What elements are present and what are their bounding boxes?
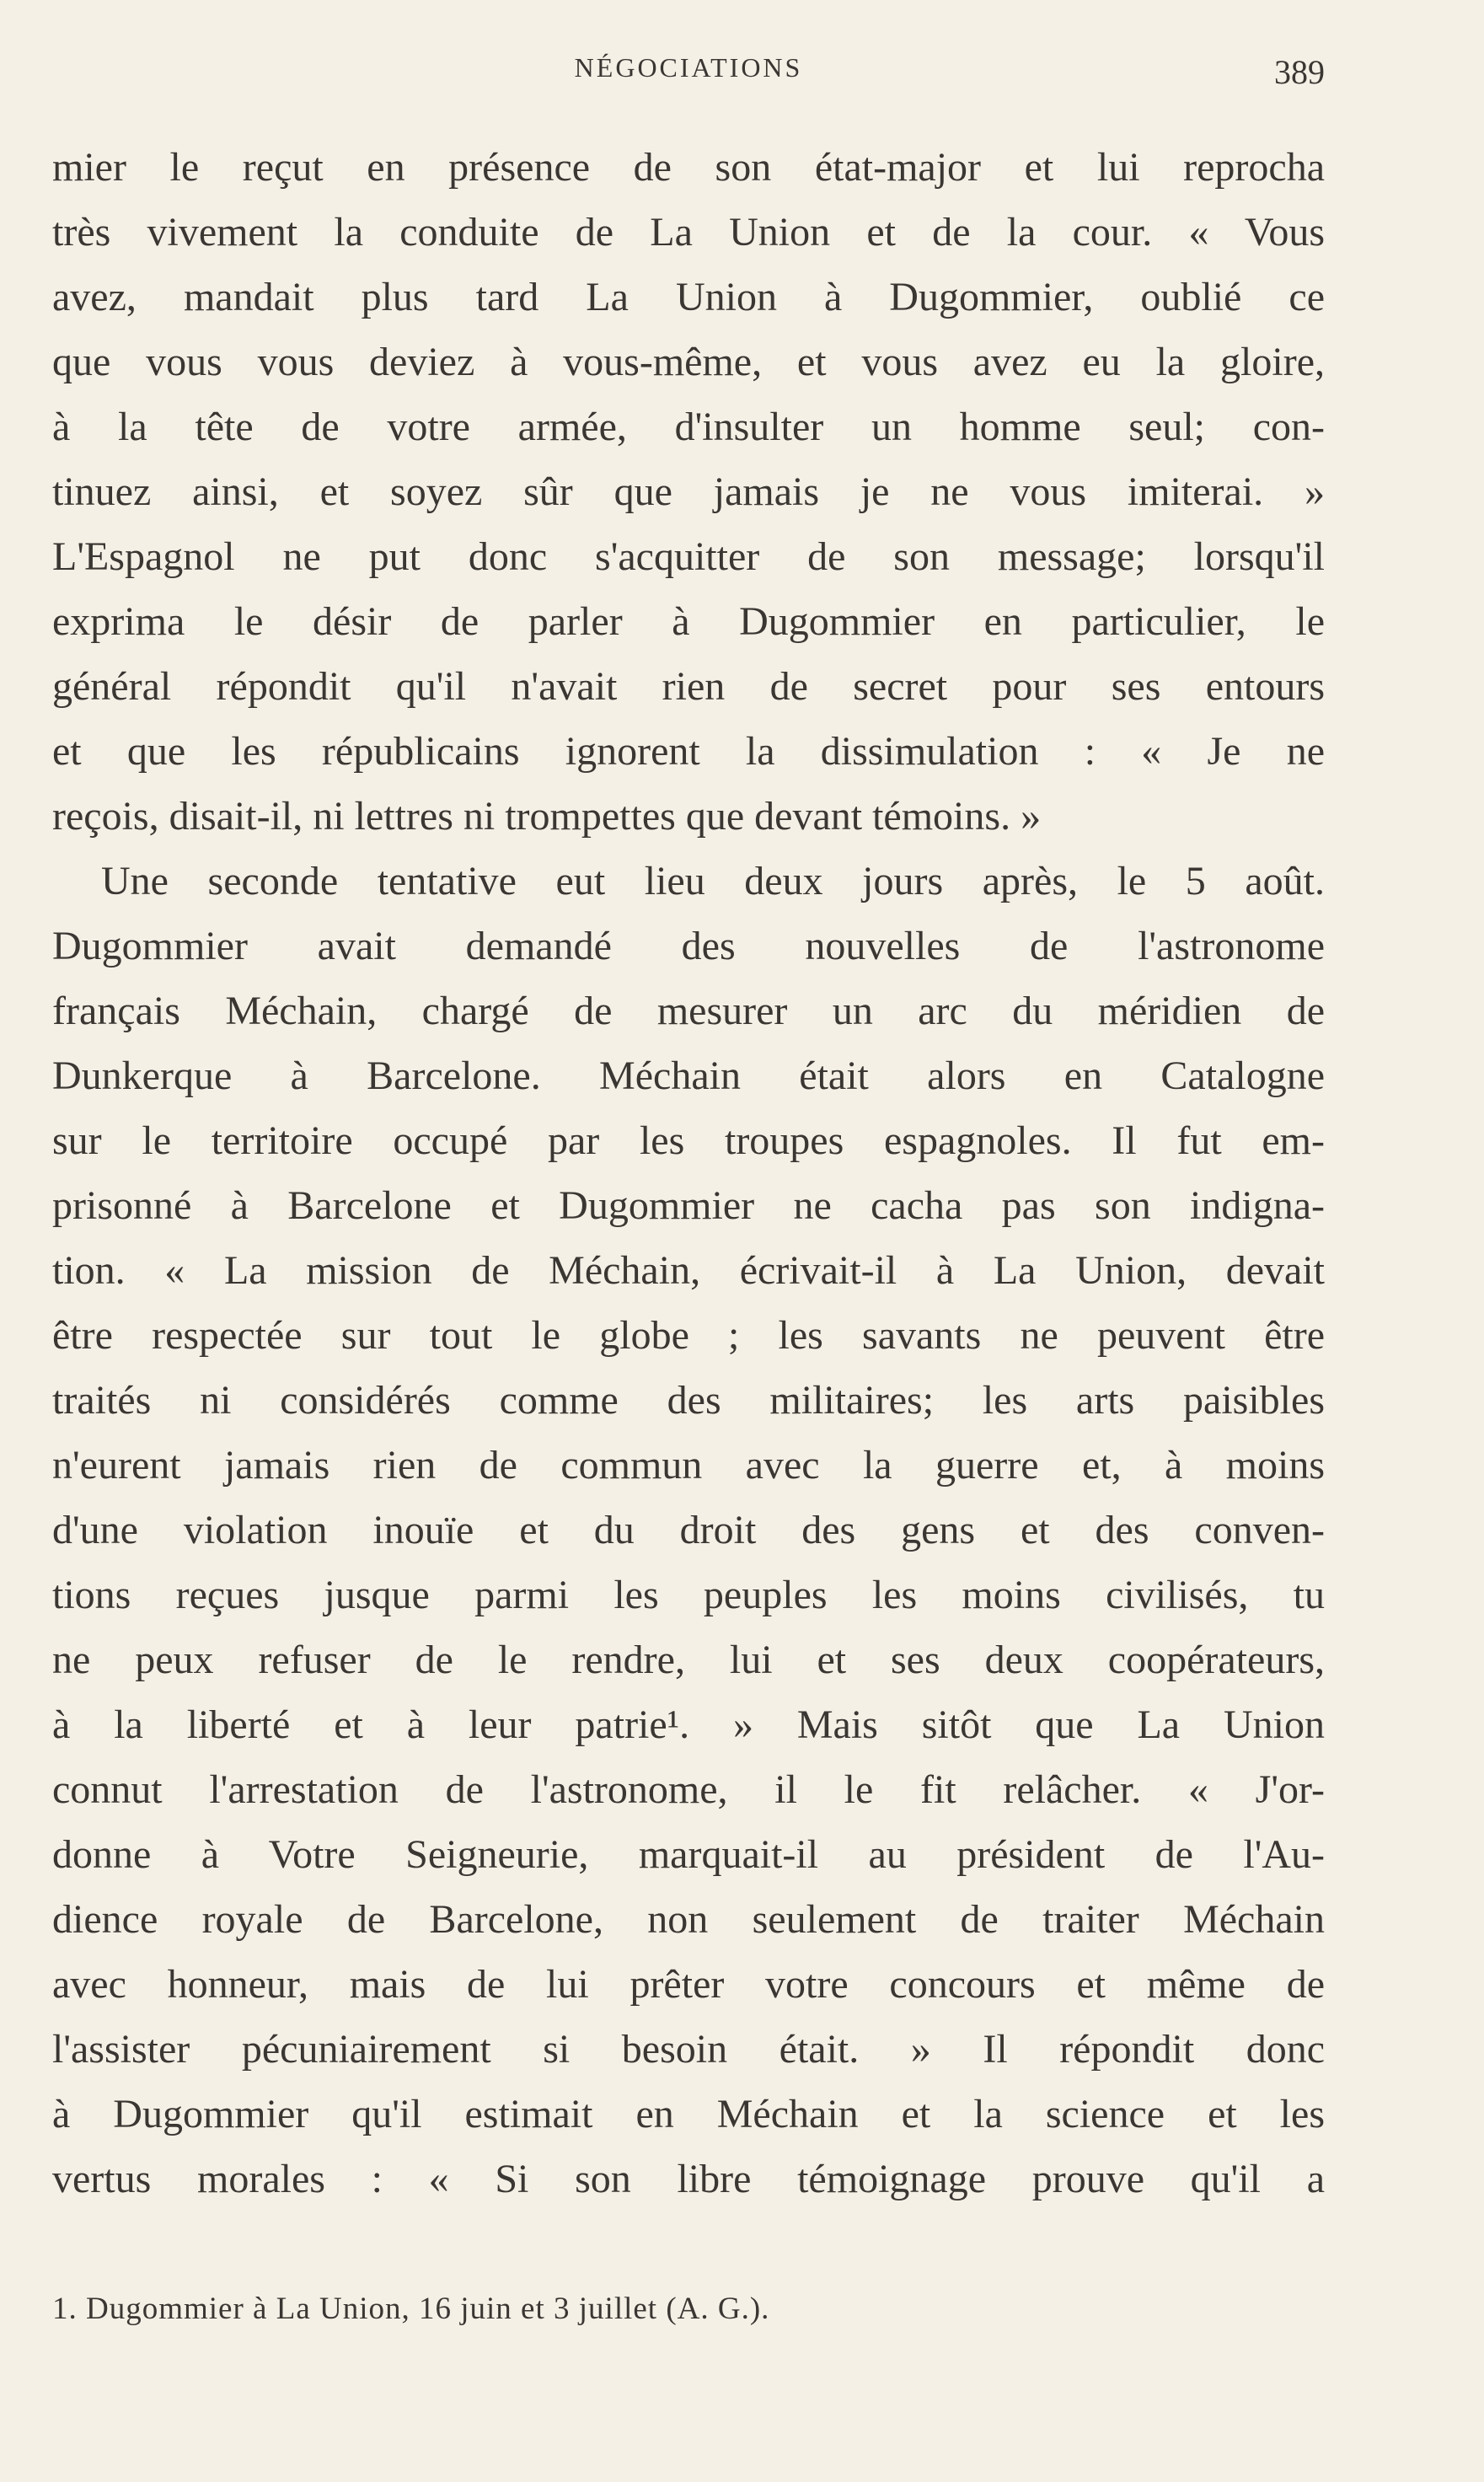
text-line: vertus morales : « Si son libre témoignage prouve qu'il a [52, 2157, 1325, 2201]
body-text [52, 135, 1325, 2211]
text-line: à Dugommier qu'il estimait en Méchain et la science et les [52, 2092, 1325, 2136]
text-line: l'assister pécuniairement si besoin était. » Il répondit donc [52, 2027, 1325, 2072]
text-line: connut l'arrestation de l'astronome, il le fit relâcher. « J'or- [52, 1767, 1325, 1812]
text-line: ne peux refuser de le rendre, lui et ses deux coopérateurs, [52, 1638, 1325, 1682]
text-line: donne à Votre Seigneurie, marquait-il au président de l'Au- [52, 1832, 1325, 1877]
page-number: 389 [1274, 53, 1325, 91]
text-line: tions reçues jusque parmi les peuples les moins civilisés, tu [52, 1573, 1325, 1617]
text-line: Une seconde tentative eut lieu deux jours après, le 5 août. [101, 859, 1325, 903]
text-line: tion. « La mission de Méchain, écrivait-il à La Union, devait [52, 1248, 1325, 1293]
text-line: dience royale de Barcelone, non seulement de traiter Méchain [52, 1897, 1325, 1942]
text-line: traités ni considérés comme des militaires; les arts paisibles [52, 1378, 1325, 1423]
text-line: d'une violation inouïe et du droit des gens et des conven- [52, 1508, 1325, 1552]
text-line: Dunkerque à Barcelone. Méchain était alors en Catalogne [52, 1053, 1325, 1098]
text-line: n'eurent jamais rien de commun avec la guerre et, à moins [52, 1443, 1325, 1488]
text-line: et que les républicains ignorent la dissimulation : « Je ne [52, 729, 1325, 774]
text-line: français Méchain, chargé de mesurer un arc du méridien de [52, 989, 1325, 1033]
text-line: reçois, disait-il, ni lettres ni trompettes que devant témoins. » [52, 794, 1042, 839]
text-line: tinuez ainsi, et soyez sûr que jamais je ne vous imiterai. » [52, 469, 1325, 514]
text-line: être respectée sur tout le globe ; les savants ne peuvent être [52, 1313, 1325, 1358]
text-line: à la liberté et à leur patrie¹. » Mais sitôt que La Union [52, 1702, 1325, 1747]
text-line: avez, mandait plus tard La Union à Dugommier, oublié ce [52, 275, 1325, 319]
page-header [52, 52, 1325, 103]
text-line: que vous vous deviez à vous-même, et vous avez eu la gloire, [52, 340, 1325, 384]
text-line: sur le territoire occupé par les troupes espagnoles. Il fut em- [52, 1118, 1325, 1163]
footnote: 1. Dugommier à La Union, 16 juin et 3 juillet (A. G.). [52, 2292, 770, 2326]
text-line: Dugommier avait demandé des nouvelles de l'astronome [52, 924, 1325, 968]
text-line: à la tête de votre armée, d'insulter un homme seul; con- [52, 405, 1325, 449]
text-line: prisonné à Barcelone et Dugommier ne cacha pas son indigna- [52, 1183, 1325, 1228]
text-line: exprima le désir de parler à Dugommier en particulier, le [52, 599, 1325, 644]
text-line: très vivement la conduite de La Union et de la cour. « Vous [52, 210, 1325, 255]
text-line: général répondit qu'il n'avait rien de secret pour ses entours [52, 664, 1325, 709]
text-line: mier le reçut en présence de son état-major et lui reprocha [52, 145, 1325, 190]
text-line: L'Espagnol ne put donc s'acquitter de son message; lorsqu'il [52, 534, 1325, 579]
running-title: NÉGOCIATIONS [574, 52, 803, 83]
text-line: avec honneur, mais de lui prêter votre concours et même de [52, 1962, 1325, 2007]
